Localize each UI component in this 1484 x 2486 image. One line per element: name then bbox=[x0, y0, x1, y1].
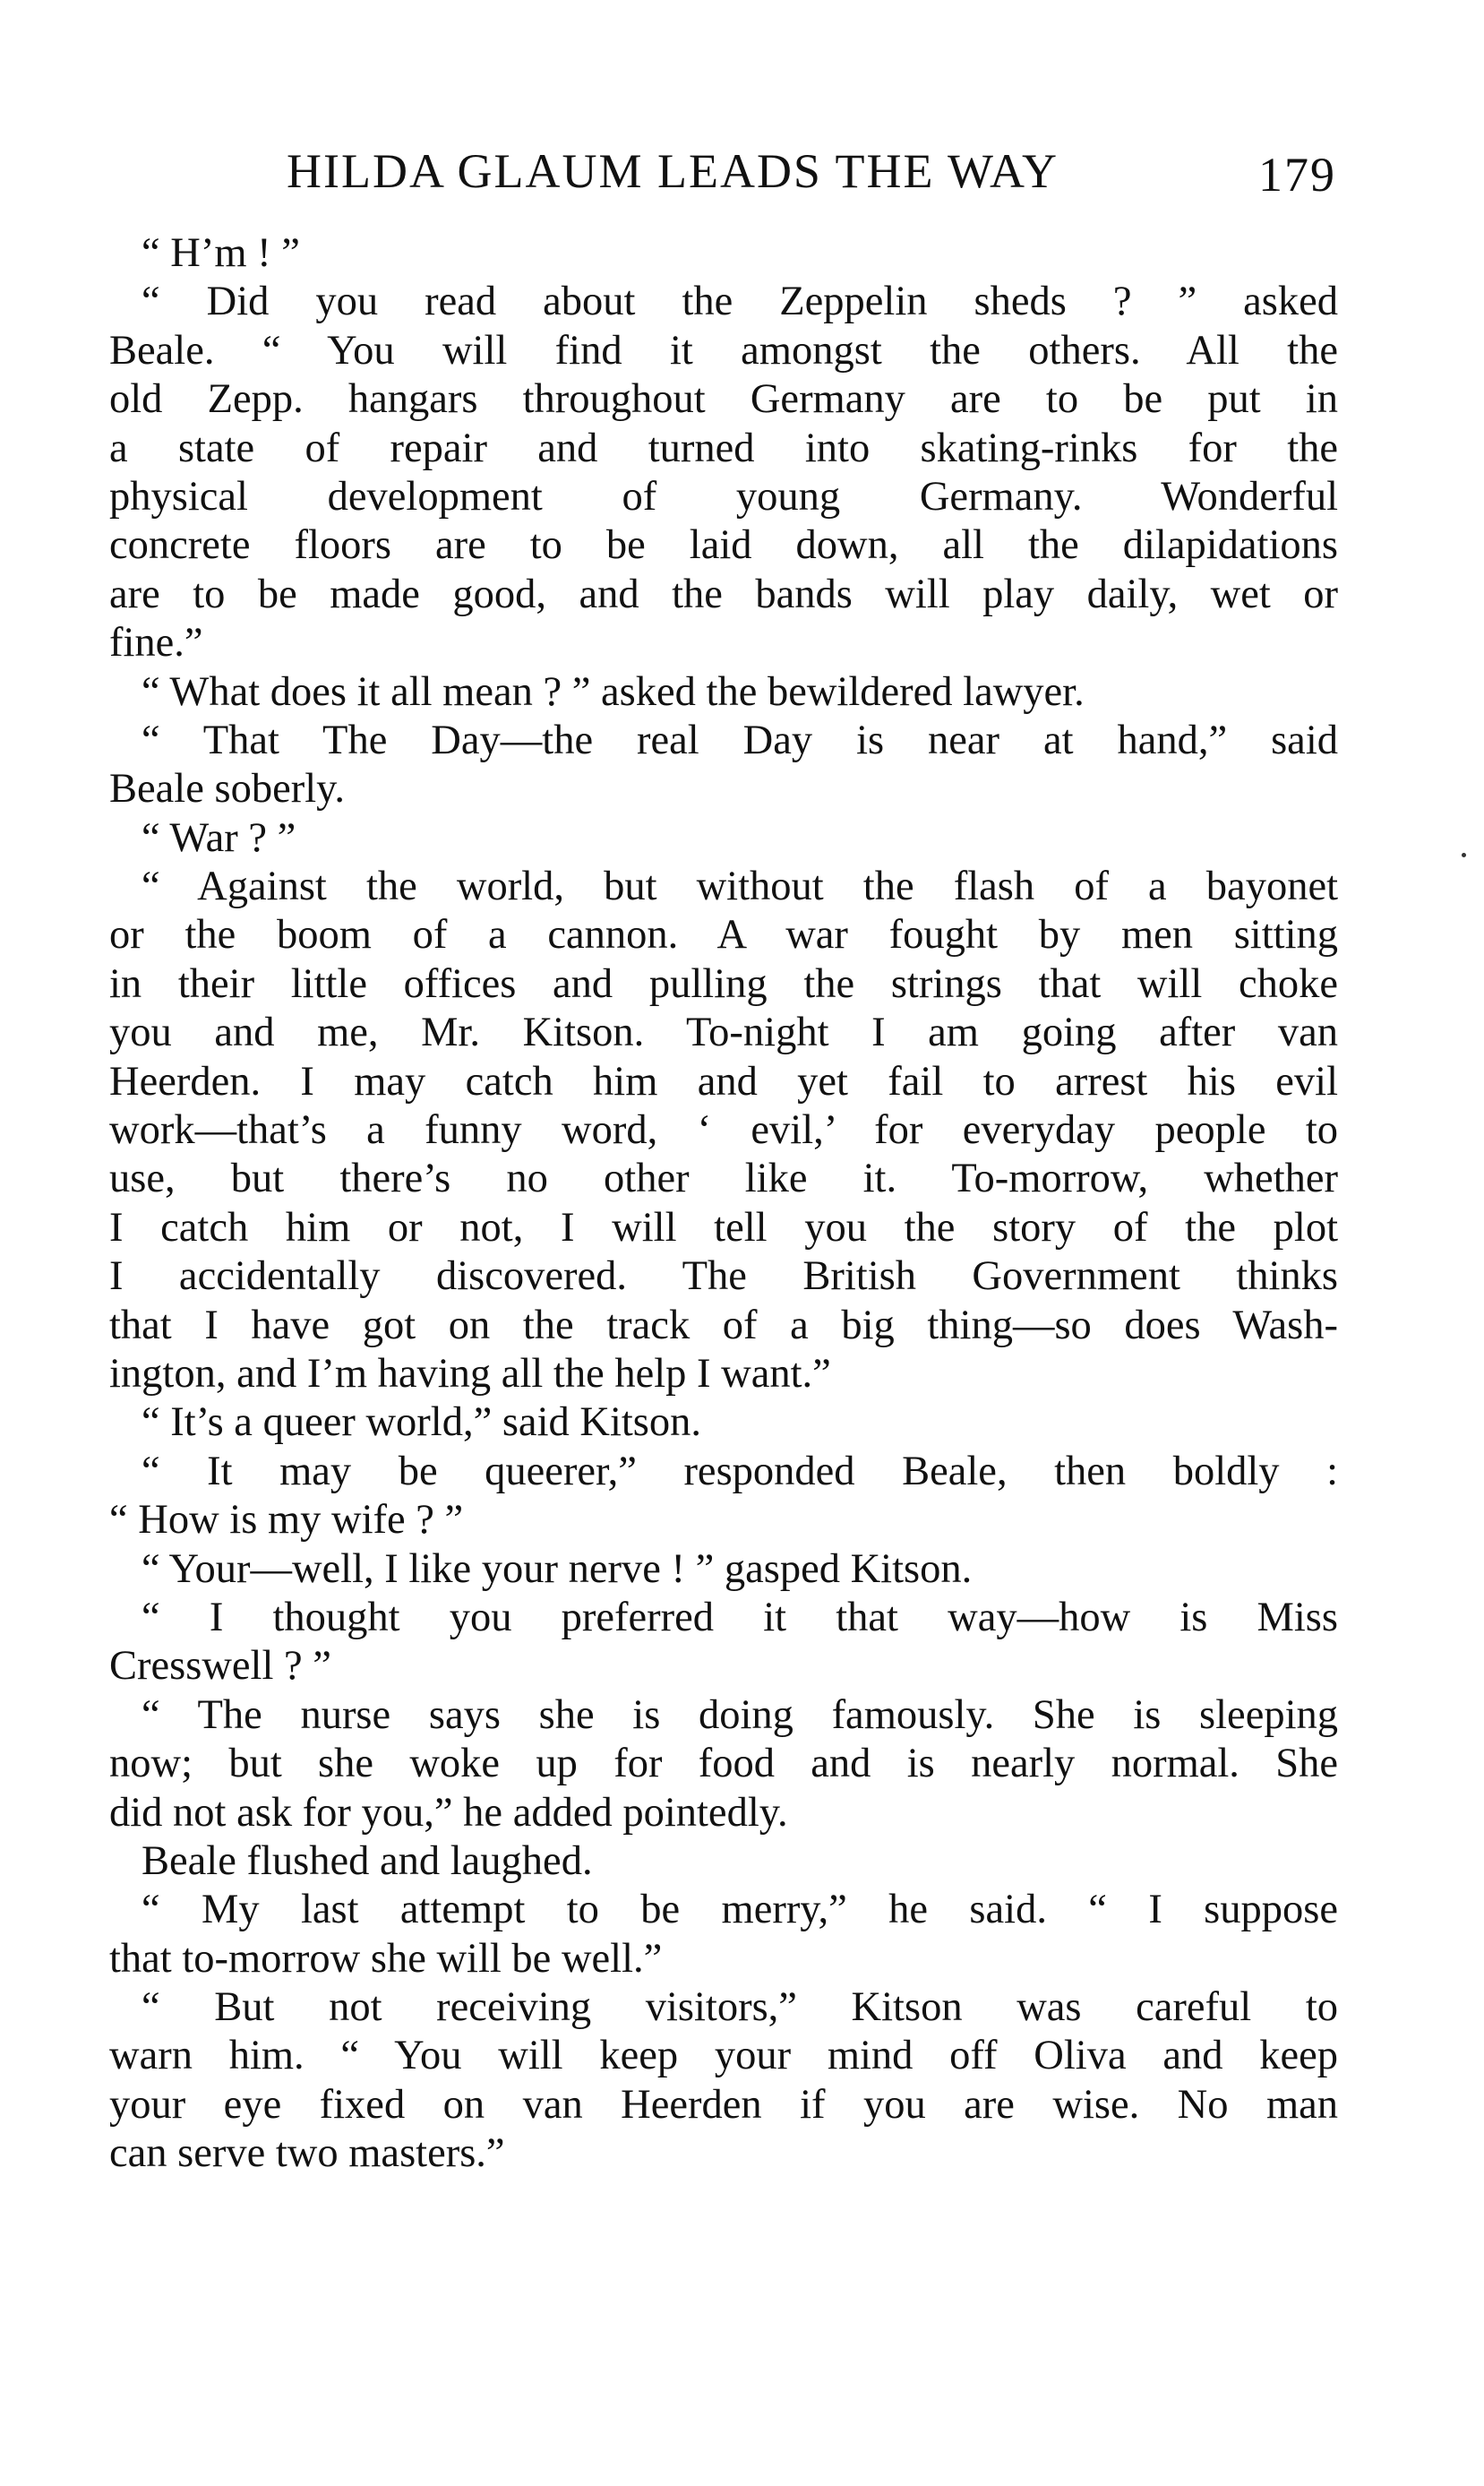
text-line: “ H’m ! ” bbox=[142, 230, 300, 276]
text-line: “ It’s a queer world,” said Kitson. bbox=[142, 1399, 702, 1446]
text-line: “ My last attempt to be merry,” he said. “ I suppose bbox=[142, 1887, 1338, 1933]
text-line: “ How is my wife ? ” bbox=[109, 1497, 464, 1544]
print-speck bbox=[1462, 853, 1466, 857]
text-line: did not ask for you,” he added pointedly. bbox=[109, 1789, 788, 1836]
text-line: a state of repair and turned into skating-rinks for the bbox=[109, 425, 1338, 471]
paragraph bbox=[109, 1398, 1338, 1447]
text-line: “ I thought you preferred it that way—how is Miss bbox=[142, 1594, 1338, 1640]
text-line: Beale. “ You will find it amongst the others. All the bbox=[109, 327, 1338, 374]
text-line: “ Your—well, I like your nerve ! ” gasped Kitson. bbox=[142, 1545, 973, 1592]
paragraph bbox=[109, 1448, 1338, 1545]
text-line: Cresswell ? ” bbox=[109, 1643, 331, 1690]
text-line: “ War ? ” bbox=[142, 814, 296, 861]
text-line: “ But not receiving visitors,” Kitson was careful to bbox=[142, 1984, 1338, 2031]
paragraph bbox=[109, 1545, 1338, 1594]
paragraph bbox=[109, 1886, 1338, 1983]
paragraph bbox=[109, 229, 1338, 278]
text-line: physical development of young Germany. Wonderful bbox=[109, 473, 1338, 520]
text-line: “ The nurse says she is doing famously. She is sleeping bbox=[142, 1691, 1338, 1738]
text-line: Heerden. I may catch him and yet fail to arrest his evil bbox=[109, 1058, 1338, 1105]
text-line: fine.” bbox=[109, 620, 203, 667]
paragraph bbox=[109, 668, 1338, 717]
text-line: ington, and I’m having all the help I want.” bbox=[109, 1350, 831, 1397]
text-line: “ Did you read about the Zeppelin sheds ? ” asked bbox=[142, 279, 1338, 325]
text-line: concrete floors are to be laid down, all the dilapidations bbox=[109, 522, 1338, 569]
text-line: that I have got on the track of a big thing—so does Wash- bbox=[109, 1302, 1338, 1348]
paragraph bbox=[109, 1837, 1338, 1886]
running-title: HILDA GLAUM LEADS THE WAY bbox=[287, 144, 1059, 198]
text-line: use, but there’s no other like it. To-morrow, whether bbox=[109, 1156, 1338, 1202]
text-line: Beale flushed and laughed. bbox=[142, 1837, 593, 1884]
text-line: are to be made good, and the bands will play daily, wet or bbox=[109, 571, 1338, 617]
text-line: warn him. “ You will keep your mind off Oliva and keep bbox=[109, 2033, 1338, 2079]
paragraph bbox=[109, 1983, 1338, 2179]
text-line: you and me, Mr. Kitson. To-night I am going after van bbox=[109, 1010, 1338, 1056]
text-line: in their little offices and pulling the strings that will choke bbox=[109, 960, 1338, 1007]
paragraph bbox=[109, 863, 1338, 1398]
text-line: old Zepp. hangars throughout Germany are to be put in bbox=[109, 376, 1338, 423]
text-line: I accidentally discovered. The British Government thinks bbox=[109, 1253, 1338, 1300]
text-line: “ What does it all mean ? ” asked the bewildered lawyer. bbox=[142, 668, 1085, 715]
text-line: that to-morrow she will be well.” bbox=[109, 1935, 663, 1982]
text-line: or the boom of a cannon. A war fought by men sitting bbox=[109, 912, 1338, 959]
text-line: “ That The Day—the real Day is near at hand,” said bbox=[142, 717, 1338, 763]
paragraph bbox=[109, 1691, 1338, 1837]
body-text bbox=[109, 229, 1338, 2179]
text-line: now; but she woke up for food and is nearly normal. She bbox=[109, 1741, 1338, 1787]
text-line: work—that’s a funny word, ‘ evil,’ for everyday people to bbox=[109, 1107, 1338, 1154]
text-line: “ Against the world, but without the flash of a bayonet bbox=[142, 864, 1338, 910]
text-line: I catch him or not, I will tell you the story of the plot bbox=[109, 1204, 1338, 1251]
text-line: Beale soberly. bbox=[109, 766, 345, 813]
text-line: can serve two masters.” bbox=[109, 2130, 505, 2177]
text-line: your eye fixed on van Heerden if you are wise. No man bbox=[109, 2081, 1338, 2128]
text-line: “ It may be queerer,” responded Beale, then boldly : bbox=[142, 1448, 1338, 1494]
running-head bbox=[109, 143, 1336, 215]
paragraph bbox=[109, 814, 1338, 863]
paragraph bbox=[109, 1594, 1338, 1691]
paragraph bbox=[109, 278, 1338, 667]
paragraph bbox=[109, 717, 1338, 814]
page-number: 179 bbox=[1258, 148, 1336, 202]
